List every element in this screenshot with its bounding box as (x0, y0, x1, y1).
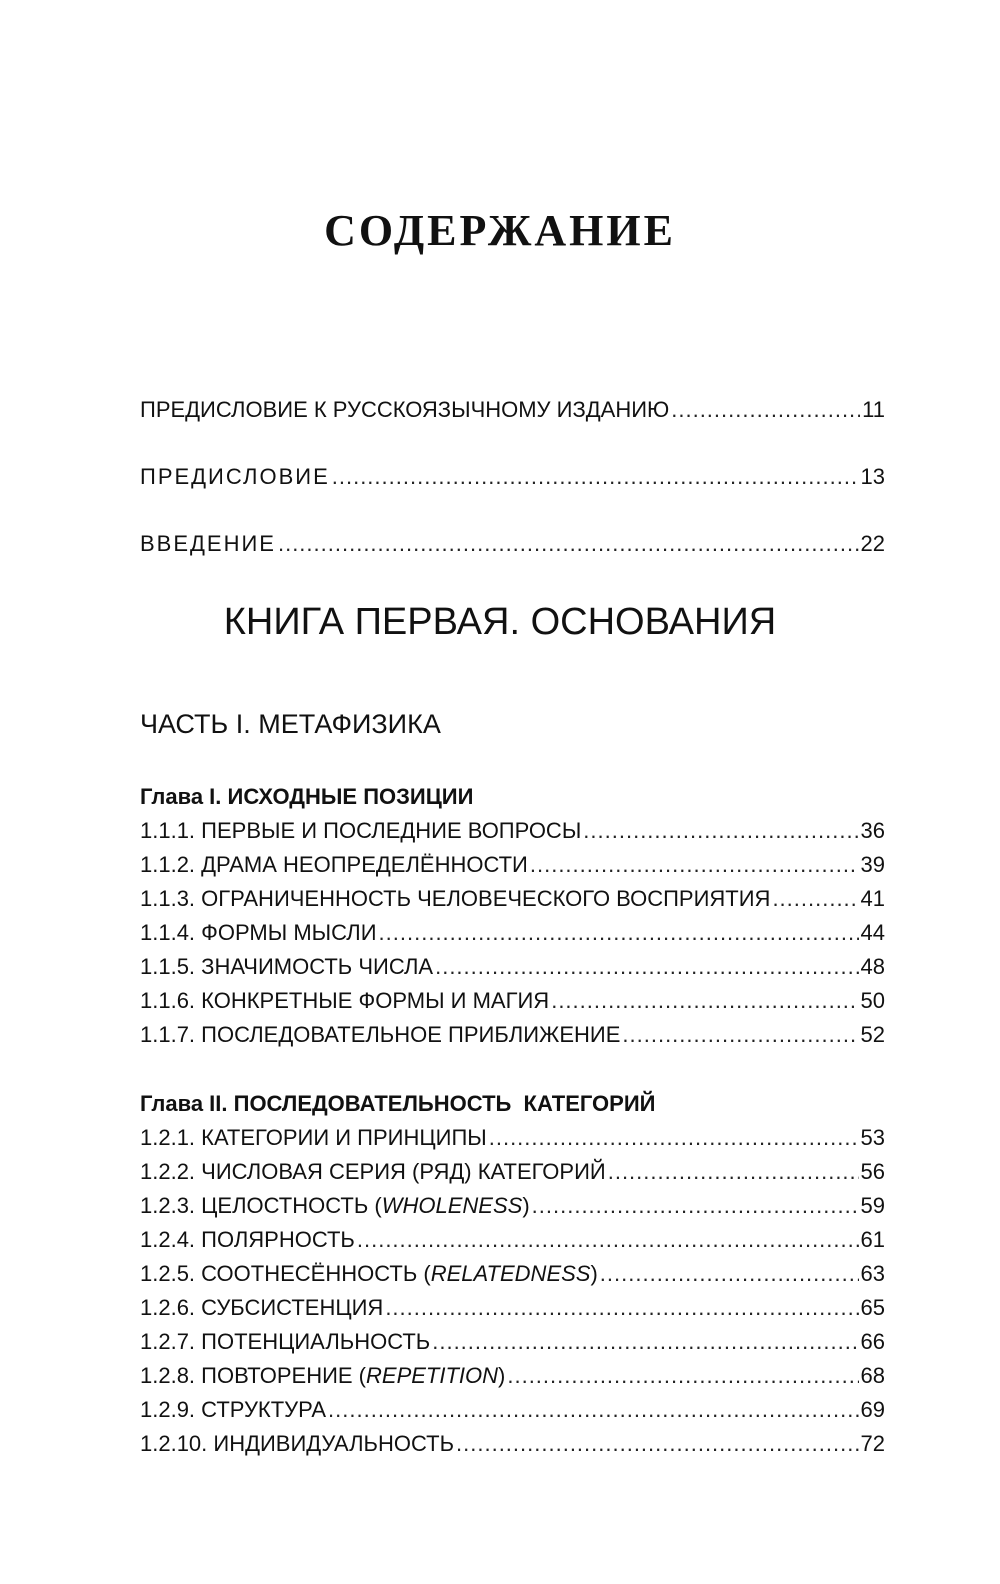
book-title: КНИГА ПЕРВАЯ. ОСНОВАНИЯ (223, 601, 777, 643)
leader-dots (551, 986, 858, 1016)
toc-entry[interactable] (140, 1327, 885, 1357)
chapter-name: ПОСЛЕДОВАТЕЛЬНОСТЬ КАТЕГОРИЙ (233, 1091, 656, 1116)
leader-dots (385, 1293, 858, 1323)
toc-entry[interactable] (140, 1361, 885, 1391)
toc-entry-label: 1.1.7. ПОСЛЕДОВАТЕЛЬНОЕ ПРИБЛИЖЕНИЕ (140, 1022, 621, 1047)
leader-dots (379, 918, 859, 948)
part-title: ЧАСТЬ I. МЕТАФИЗИКА (140, 709, 441, 739)
toc-entry[interactable] (140, 884, 885, 914)
toc-entry-page: 68 (860, 1363, 885, 1388)
toc-entry-page: 13 (860, 464, 885, 489)
toc-entry[interactable] (140, 850, 885, 880)
toc-entry-label: 1.2.7. ПОТЕНЦИАЛЬНОСТЬ (140, 1329, 431, 1354)
toc-entry-label: 1.2.1. КАТЕГОРИИ И ПРИНЦИПЫ (140, 1125, 487, 1150)
toc-entry-label: 1.1.5. ЗНАЧИМОСТЬ ЧИСЛА (140, 954, 434, 979)
toc-entry-label: 1.2.2. ЧИСЛОВАЯ СЕРИЯ (РЯД) КАТЕГОРИЙ (140, 1159, 606, 1184)
leader-dots (432, 1327, 858, 1357)
leader-dots (456, 1429, 859, 1459)
toc-entry-page: 69 (860, 1397, 885, 1422)
toc-entry-label: 1.2.4. ПОЛЯРНОСТЬ (140, 1227, 355, 1252)
leader-dots (671, 395, 860, 425)
leader-dots (772, 884, 858, 914)
toc-entry-introduction[interactable] (140, 529, 885, 559)
leader-dots (600, 1259, 859, 1289)
toc-entry-label: 1.2.3. ЦЕЛОСТНОСТЬ (WHOLENESS) (140, 1193, 530, 1218)
toc-entry[interactable] (140, 1293, 885, 1323)
toc-entry-page: 53 (860, 1125, 885, 1150)
leader-dots (622, 1020, 858, 1050)
leader-dots (357, 1225, 859, 1255)
toc-entry-page: 39 (860, 852, 885, 877)
toc-entry[interactable] (140, 1429, 885, 1459)
toc-entry[interactable] (140, 918, 885, 948)
toc-entry-label: 1.2.8. ПОВТОРЕНИЕ (REPETITION) (140, 1363, 506, 1388)
toc-entry-label: 1.2.10. ИНДИВИДУАЛЬНОСТЬ (140, 1431, 455, 1456)
toc-entry-label: 1.2.9. СТРУКТУРА (140, 1397, 327, 1422)
toc-entry-page: 44 (860, 920, 885, 945)
toc-entry-label: 1.1.4. ФОРМЫ МЫСЛИ (140, 920, 377, 945)
toc-entry-page: 61 (860, 1227, 885, 1252)
toc-entry[interactable] (140, 1395, 885, 1425)
toc-entry-page: 56 (860, 1159, 885, 1184)
leader-dots (608, 1157, 859, 1187)
toc-entry-label: 1.1.6. КОНКРЕТНЫЕ ФОРМЫ И МАГИЯ (140, 988, 550, 1013)
toc-entry-preface-russian[interactable] (140, 395, 885, 425)
toc-entry[interactable] (140, 1123, 885, 1153)
leader-dots (328, 1395, 858, 1425)
leader-dots (489, 1123, 859, 1153)
toc-entry[interactable] (140, 952, 885, 982)
toc-entry-page: 63 (860, 1261, 885, 1286)
toc-entry-page: 48 (860, 954, 885, 979)
toc-entry-label: 1.1.1. ПЕРВЫЕ И ПОСЛЕДНИЕ ВОПРОСЫ (140, 818, 582, 843)
leader-dots (583, 816, 858, 846)
leader-dots (332, 462, 859, 492)
toc-entry-page: 59 (860, 1193, 885, 1218)
page-title: СОДЕРЖАНИЕ (324, 206, 676, 255)
toc-entry-label: 1.1.3. ОГРАНИЧЕННОСТЬ ЧЕЛОВЕЧЕСКОГО ВОСПРИЯТИЯ (140, 886, 771, 911)
toc-entry-label: 1.2.6. СУБСИСТЕНЦИЯ (140, 1295, 384, 1320)
leader-dots (278, 529, 859, 559)
chapter-prefix: Глава I. (140, 784, 228, 809)
toc-entry[interactable] (140, 1020, 885, 1050)
toc-entry-preface[interactable] (140, 462, 885, 492)
toc-entry-page: 65 (860, 1295, 885, 1320)
toc-entry[interactable] (140, 816, 885, 846)
leader-dots (435, 952, 858, 982)
toc-entry[interactable] (140, 986, 885, 1016)
toc-entry[interactable] (140, 1225, 885, 1255)
toc-entry-page: 11 (862, 397, 885, 422)
toc-entry[interactable] (140, 1157, 885, 1187)
leader-dots (530, 850, 859, 880)
toc-entry[interactable] (140, 1259, 885, 1289)
toc-entry-page: 72 (860, 1431, 885, 1456)
chapter-prefix: Глава II. (140, 1091, 234, 1116)
toc-entry-page: 52 (860, 1022, 885, 1047)
toc-entry-label: ПРЕДИСЛОВИЕ (140, 464, 330, 489)
toc-entry-page: 36 (860, 818, 885, 843)
chapter-name: ИСХОДНЫЕ ПОЗИЦИИ (227, 784, 474, 809)
toc-entry-label: 1.2.5. СООТНЕСЁННОСТЬ (RELATEDNESS) (140, 1261, 598, 1286)
toc-entry-label: ВВЕДЕНИЕ (140, 531, 276, 556)
toc-entry-page: 50 (860, 988, 885, 1013)
leader-dots (507, 1361, 858, 1391)
chapter-heading (140, 1089, 655, 1119)
toc-entry-page: 41 (860, 886, 885, 911)
toc-entry-label: ПРЕДИСЛОВИЕ К РУССКОЯЗЫЧНОМУ ИЗДАНИЮ (140, 397, 670, 422)
toc-entry-label: 1.1.2. ДРАМА НЕОПРЕДЕЛЁННОСТИ (140, 852, 528, 877)
leader-dots (532, 1191, 859, 1221)
chapter-heading (140, 782, 473, 812)
toc-entry-page: 22 (860, 531, 885, 556)
toc-entry-page: 66 (860, 1329, 885, 1354)
toc-entry[interactable] (140, 1191, 885, 1221)
